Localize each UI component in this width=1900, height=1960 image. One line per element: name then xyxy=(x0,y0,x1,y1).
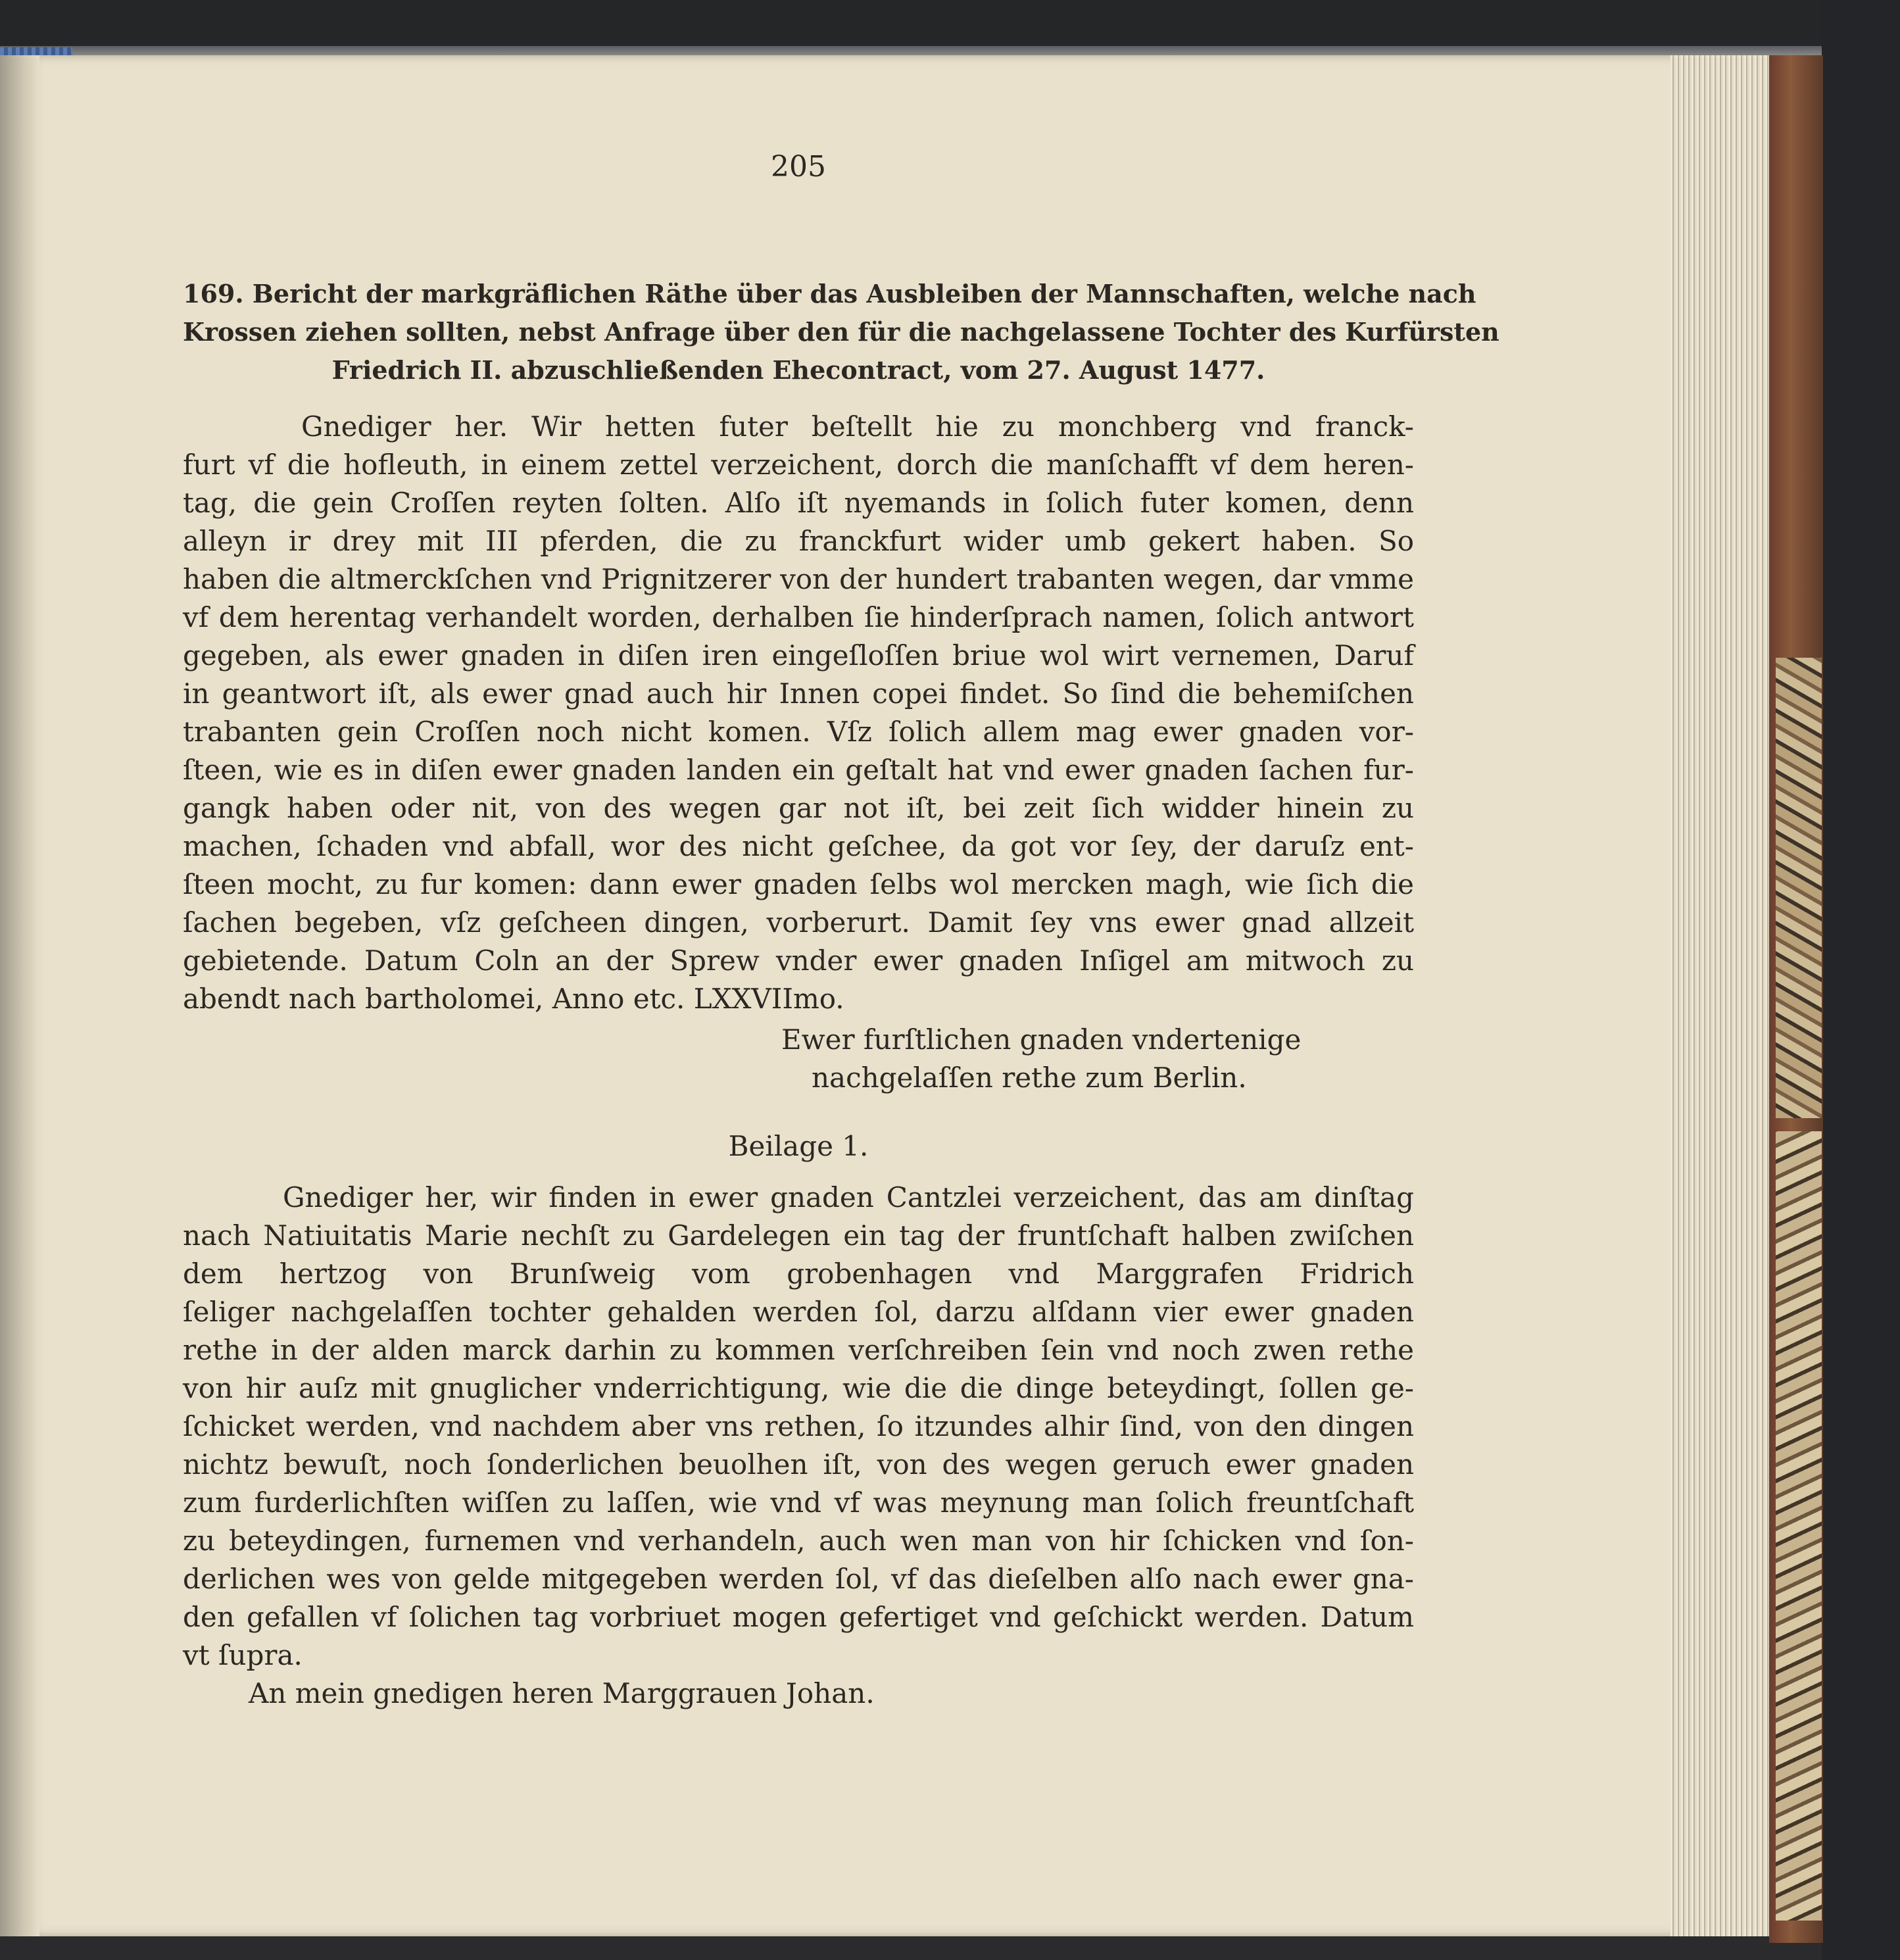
appendix-line: nichtz bewuſt, noch ſonderlichen beuolhen iſt, von des wegen geruch ewer gnaden xyxy=(183,1448,1414,1481)
letter-line: furt vf die hofleuth, in einem zettel verzeichent, dorch die manſchafft vf dem heren- xyxy=(183,449,1414,481)
page-number: 205 xyxy=(771,150,826,184)
appendix-line: vt ſupra. xyxy=(183,1639,303,1671)
signature-line-2: nachgelaſſen rethe zum Berlin. xyxy=(812,1062,1247,1094)
appendix-line: ſchicket werden, vnd nachdem aber vns rethen, ſo itzundes alhir ſind, von den dingen xyxy=(183,1410,1414,1442)
letter-line: machen, ſchaden vnd abfall, wor des nicht geſchee, da got vor ſey, der daruſz ent- xyxy=(183,830,1414,862)
marbled-cover-lower xyxy=(1776,1131,1822,1921)
appendix-line: derlichen wes von gelde mitgegeben werden ſol, vf das dieſelben alſo nach ewer gna- xyxy=(183,1563,1414,1595)
appendix-line: nach Natiuitatis Marie nechſt zu Gardelegen ein tag der fruntſchaft halben zwiſchen xyxy=(183,1219,1414,1252)
letter-line: ſteen, wie es in diſen ewer gnaden landen ein geſtalt hat vnd ewer gnaden ſachen fur- xyxy=(183,754,1414,786)
appendix-line: Gnediger her, wir finden in ewer gnaden Cantzlei verzeichent, das am dinſtag xyxy=(283,1181,1414,1213)
letter-line: alleyn ir drey mit III pferden, die zu franckfurt wider umb gekert haben. So xyxy=(183,525,1414,557)
page-edges xyxy=(1670,55,1769,1936)
letter-line: vf dem herentag verhandelt worden, derhalben ſie hinderſprach namen, ſolich antwort xyxy=(183,601,1414,633)
letter-line: tag, die gein Croſſen reyten ſolten. Alſo iſt nyemands in ſolich futer komen, denn xyxy=(183,487,1414,519)
page-gutter xyxy=(0,55,39,1936)
letter-line: gangk haben oder nit, von des wegen gar not iſt, bei zeit ſich widder hinein zu xyxy=(183,792,1414,824)
letter-line: abendt nach bartholomei, Anno etc. LXXVIImo. xyxy=(183,983,844,1015)
document-heading-line-2: Krossen ziehen sollten, nebst Anfrage über den für die nachgelassene Tochter des Kurfürsten xyxy=(183,317,1499,347)
appendix-line: rethe in der alden marck darhin zu kommen verſchreiben ſein vnd noch zwen rethe xyxy=(183,1334,1414,1366)
appendix-address: An mein gnedigen heren Marggrauen Johan. xyxy=(249,1677,875,1709)
letter-line: ſachen begeben, vſz geſcheen dingen, vorberurt. Damit ſey vns ewer gnad allzeit xyxy=(183,906,1414,939)
letter-line: gegeben, als ewer gnaden in diſen iren eingeſloſſen briue wol wirt vernemen, Daruf xyxy=(183,639,1414,672)
appendix-line: zum furderlichſten wiſſen zu laſſen, wie vnd vf was meynung man ſolich freuntſchaft xyxy=(183,1486,1414,1519)
letter-line: Gnediger her. Wir hetten futer beſtellt hie zu monchberg vnd franck- xyxy=(301,410,1414,443)
document-heading-line-1: 169. Bericht der markgräflichen Räthe über das Ausbleiben der Mannschaften, welche nach xyxy=(183,279,1476,308)
marbled-cover xyxy=(1776,658,1822,1118)
appendix-line: zu beteydingen, furnemen vnd verhandeln, auch wen man von hir ſchicken vnd ſon- xyxy=(183,1525,1414,1557)
letter-line: in geantwort iſt, als ewer gnad auch hir Innen copei findet. So ſind die behemiſchen xyxy=(183,677,1414,710)
letter-line: haben die altmerckſchen vnd Prignitzerer von der hundert trabanten wegen, dar vmme xyxy=(183,563,1414,595)
appendix-line: von hir auſz mit gnuglicher vnderrichtigung, wie die die dinge beteydingt, ſollen ge- xyxy=(183,1372,1414,1404)
document-heading-line-3: Friedrich II. abzuschließenden Ehecontract, vom 27. August 1477. xyxy=(331,355,1265,385)
letter-line: gebietende. Datum Coln an der Sprew vnder ewer gnaden Inſigel am mitwoch zu xyxy=(183,944,1414,977)
page-text xyxy=(183,0,1499,1934)
signature-line-1: Ewer furſtlichen gnaden vndertenige xyxy=(781,1023,1302,1056)
background-right xyxy=(1822,0,1900,1960)
appendix-line: den gefallen vf ſolichen tag vorbriuet mogen gefertiget vnd geſchickt werden. Datum xyxy=(183,1601,1414,1633)
appendix-title: Beilage 1. xyxy=(728,1130,869,1162)
letter-line: ſteen mocht, zu fur komen: dann ewer gnaden ſelbs wol mercken magh, wie ſich die xyxy=(183,868,1414,900)
appendix-line: dem hertzog von Brunſweig vom grobenhagen vnd Marggrafen Fridrich xyxy=(183,1258,1414,1290)
appendix-line: ſeliger nachgelaſſen tochter gehalden werden ſol, darzu alſdann vier ewer gnaden xyxy=(183,1296,1414,1328)
letter-line: trabanten gein Croſſen noch nicht komen. Vſz ſolich allem mag ewer gnaden vor- xyxy=(183,716,1414,748)
